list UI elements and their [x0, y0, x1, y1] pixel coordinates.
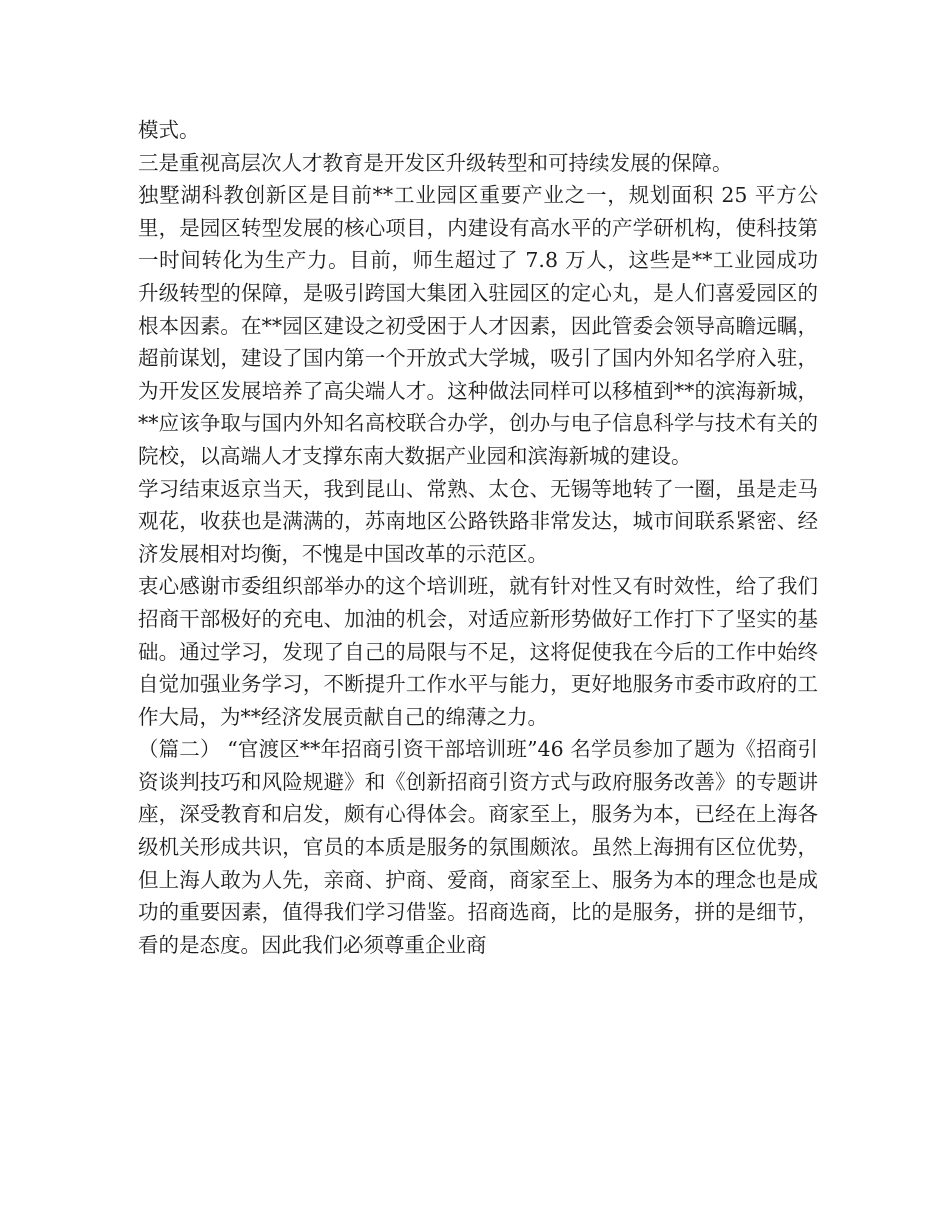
paragraph-2: 三是重视高层次人才教育是开发区升级转型和可持续发展的保障。: [138, 150, 733, 175]
paragraph-1: 模式。: [138, 118, 200, 142]
paragraph-6: （篇二） “官渡区**年招商引资干部培训班”46 名学员参加了题为《招商引资谈判技巧和风险规避》和《创新招商引资方式与政府服务改善》的专题讲座，深受教育和启发，颇有心得体会。商家至上，服务为本，已经在上海各级机关形成共识，官员的本质是服务的氛围颇浓。虽然上海拥有区位优势，但上海人敢为人先，亲商、护商、爱商，商家至上、服务为本的理念也是成功的重要因素，值得我们学习借鉴。招商选商，比的是服务，拼的是细节，看的是态度。因此我们必须尊重企业商: [138, 737, 818, 957]
paragraph-5: 衷心感谢市委组织部举办的这个培训班，就有针对性又有时效性，给了我们招商干部极好的充电、加油的机会，对适应新形势做好工作打下了坚实的基础。通过学习，发现了自己的局限与不足，这将促使我在今后的工作中始终自觉加强业务学习，不断提升工作水平与能力，更好地服务市委市政府的工作大局，为**经济发展贡献自己的绵薄之力。: [138, 574, 818, 729]
paragraph-3: 独墅湖科教创新区是目前**工业园区重要产业之一，规划面积 25 平方公里，是园区转型发展的核心项目，内建设有高水平的产学研机构，使科技第一时间转化为生产力。目前，师生超过了 7.8 万人，这些是**工业园成功升级转型的保障，是吸引跨国大集团入驻园区的定心丸，是人们喜爱园区的根本因素。在**园区建设之初受困于人才因素，因此管委会领导高瞻远瞩，超前谋划，建设了国内第一个开放式大学城，吸引了国内外知名学府入驻，为开发区发展培养了高尖端人才。这种做法同样可以移植到**的滨海新城，**应该争取与国内外知名高校联合办学，创办与电子信息科学与技术有关的院校，以高端人才支撑东南大数据产业园和滨海新城的建设。: [138, 183, 818, 468]
document-page: [138, 114, 818, 961]
paragraph-4: 学习结束返京当天，我到昆山、常熟、太仓、无锡等地转了一圈，虽是走马观花，收获也是满满的，苏南地区公路铁路非常发达，城市间联系紧密、经济发展相对均衡，不愧是中国改革的示范区。: [138, 476, 818, 566]
